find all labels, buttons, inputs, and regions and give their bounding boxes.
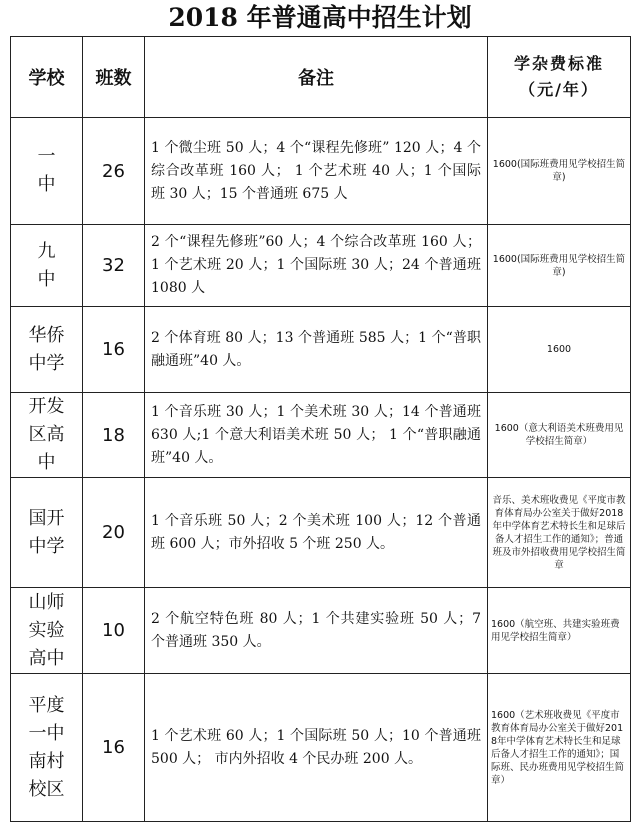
fee-standard: 1600（艺术班收费见《平度市教育体育局办公室关于做好2018年中学体育艺术特长生和足球后备人才招生工作的通知》；国际班、民办班费用见学校招生简章） bbox=[488, 674, 631, 822]
school-name: 开发 区高 中 bbox=[11, 393, 83, 478]
fee-standard: 1600 bbox=[488, 307, 631, 393]
table-row bbox=[11, 588, 631, 674]
table-row bbox=[11, 393, 631, 478]
class-count: 20 bbox=[83, 478, 145, 588]
row-notes: 1 个音乐班 50 人；2 个美术班 100 人；12 个普通班 600 人；市外招收 5 个班 250 人。 bbox=[145, 478, 488, 588]
school-name: 华侨 中学 bbox=[11, 307, 83, 393]
row-notes: 2 个体育班 80 人；13 个普通班 585 人；1 个“普职融通班”40 人。 bbox=[145, 307, 488, 393]
school-name: 一 中 bbox=[11, 118, 83, 225]
school-name: 国开 中学 bbox=[11, 478, 83, 588]
class-count: 10 bbox=[83, 588, 145, 674]
table-row bbox=[11, 307, 631, 393]
page-title: 2018 年普通高中招生计划 bbox=[168, 3, 472, 32]
fee-standard: 1600(国际班费用见学校招生简章) bbox=[488, 225, 631, 307]
header-notes: 备注 bbox=[145, 37, 488, 118]
row-notes: 1 个音乐班 30 人；1 个美术班 30 人；14 个普通班 630 人;1 个意大利语美术班 50 人； 1 个“普职融通班”40 人。 bbox=[145, 393, 488, 478]
class-count: 18 bbox=[83, 393, 145, 478]
header-fee bbox=[488, 37, 631, 118]
class-count: 16 bbox=[83, 674, 145, 822]
header-fee-line1: 学杂费标准 bbox=[513, 54, 604, 73]
fee-standard: 1600(国际班费用见学校招生简章) bbox=[488, 118, 631, 225]
fee-standard: 1600（意大利语美术班费用见学校招生简章） bbox=[488, 393, 631, 478]
class-count: 26 bbox=[83, 118, 145, 225]
row-notes: 2 个航空特色班 80 人；1 个共建实验班 50 人；7 个普通班 350 人。 bbox=[145, 588, 488, 674]
table-row bbox=[11, 478, 631, 588]
school-name: 平度 一中 南村 校区 bbox=[11, 674, 83, 822]
class-count: 32 bbox=[83, 225, 145, 307]
row-notes: 1 个艺术班 60 人；1 个国际班 50 人；10 个普通班 500 人； 市内外招收 4 个民办班 200 人。 bbox=[145, 674, 488, 822]
fee-standard: 音乐、美术班收费见《平度市教育体育局办公室关于做好2018年中学体育艺术特长生和足球后备人才招生工作的通知》；普通班及市外招收费用见学校招生简章 bbox=[488, 478, 631, 588]
header-school: 学校 bbox=[11, 37, 83, 118]
fee-standard: 1600（航空班、共建实验班费用见学校招生简章） bbox=[488, 588, 631, 674]
table-header-row bbox=[11, 37, 631, 118]
row-notes: 2 个“课程先修班”60 人；4 个综合改革班 160 人；1 个艺术班 20 人；1 个国际班 30 人；24 个普通班 1080 人 bbox=[145, 225, 488, 307]
row-notes: 1 个微尘班 50 人；4 个“课程先修班” 120 人；4 个综合改革班 160 人； 1 个艺术班 40 人；1 个国际班 30 人；15 个普通班 675 人 bbox=[145, 118, 488, 225]
header-fee-line2: （元/年） bbox=[519, 80, 599, 99]
table-row bbox=[11, 225, 631, 307]
table-row bbox=[11, 118, 631, 225]
enrollment-plan-table bbox=[10, 36, 631, 822]
table-row bbox=[11, 674, 631, 822]
class-count: 16 bbox=[83, 307, 145, 393]
school-name: 九 中 bbox=[11, 225, 83, 307]
school-name: 山师 实验 高中 bbox=[11, 588, 83, 674]
header-classes: 班数 bbox=[83, 37, 145, 118]
